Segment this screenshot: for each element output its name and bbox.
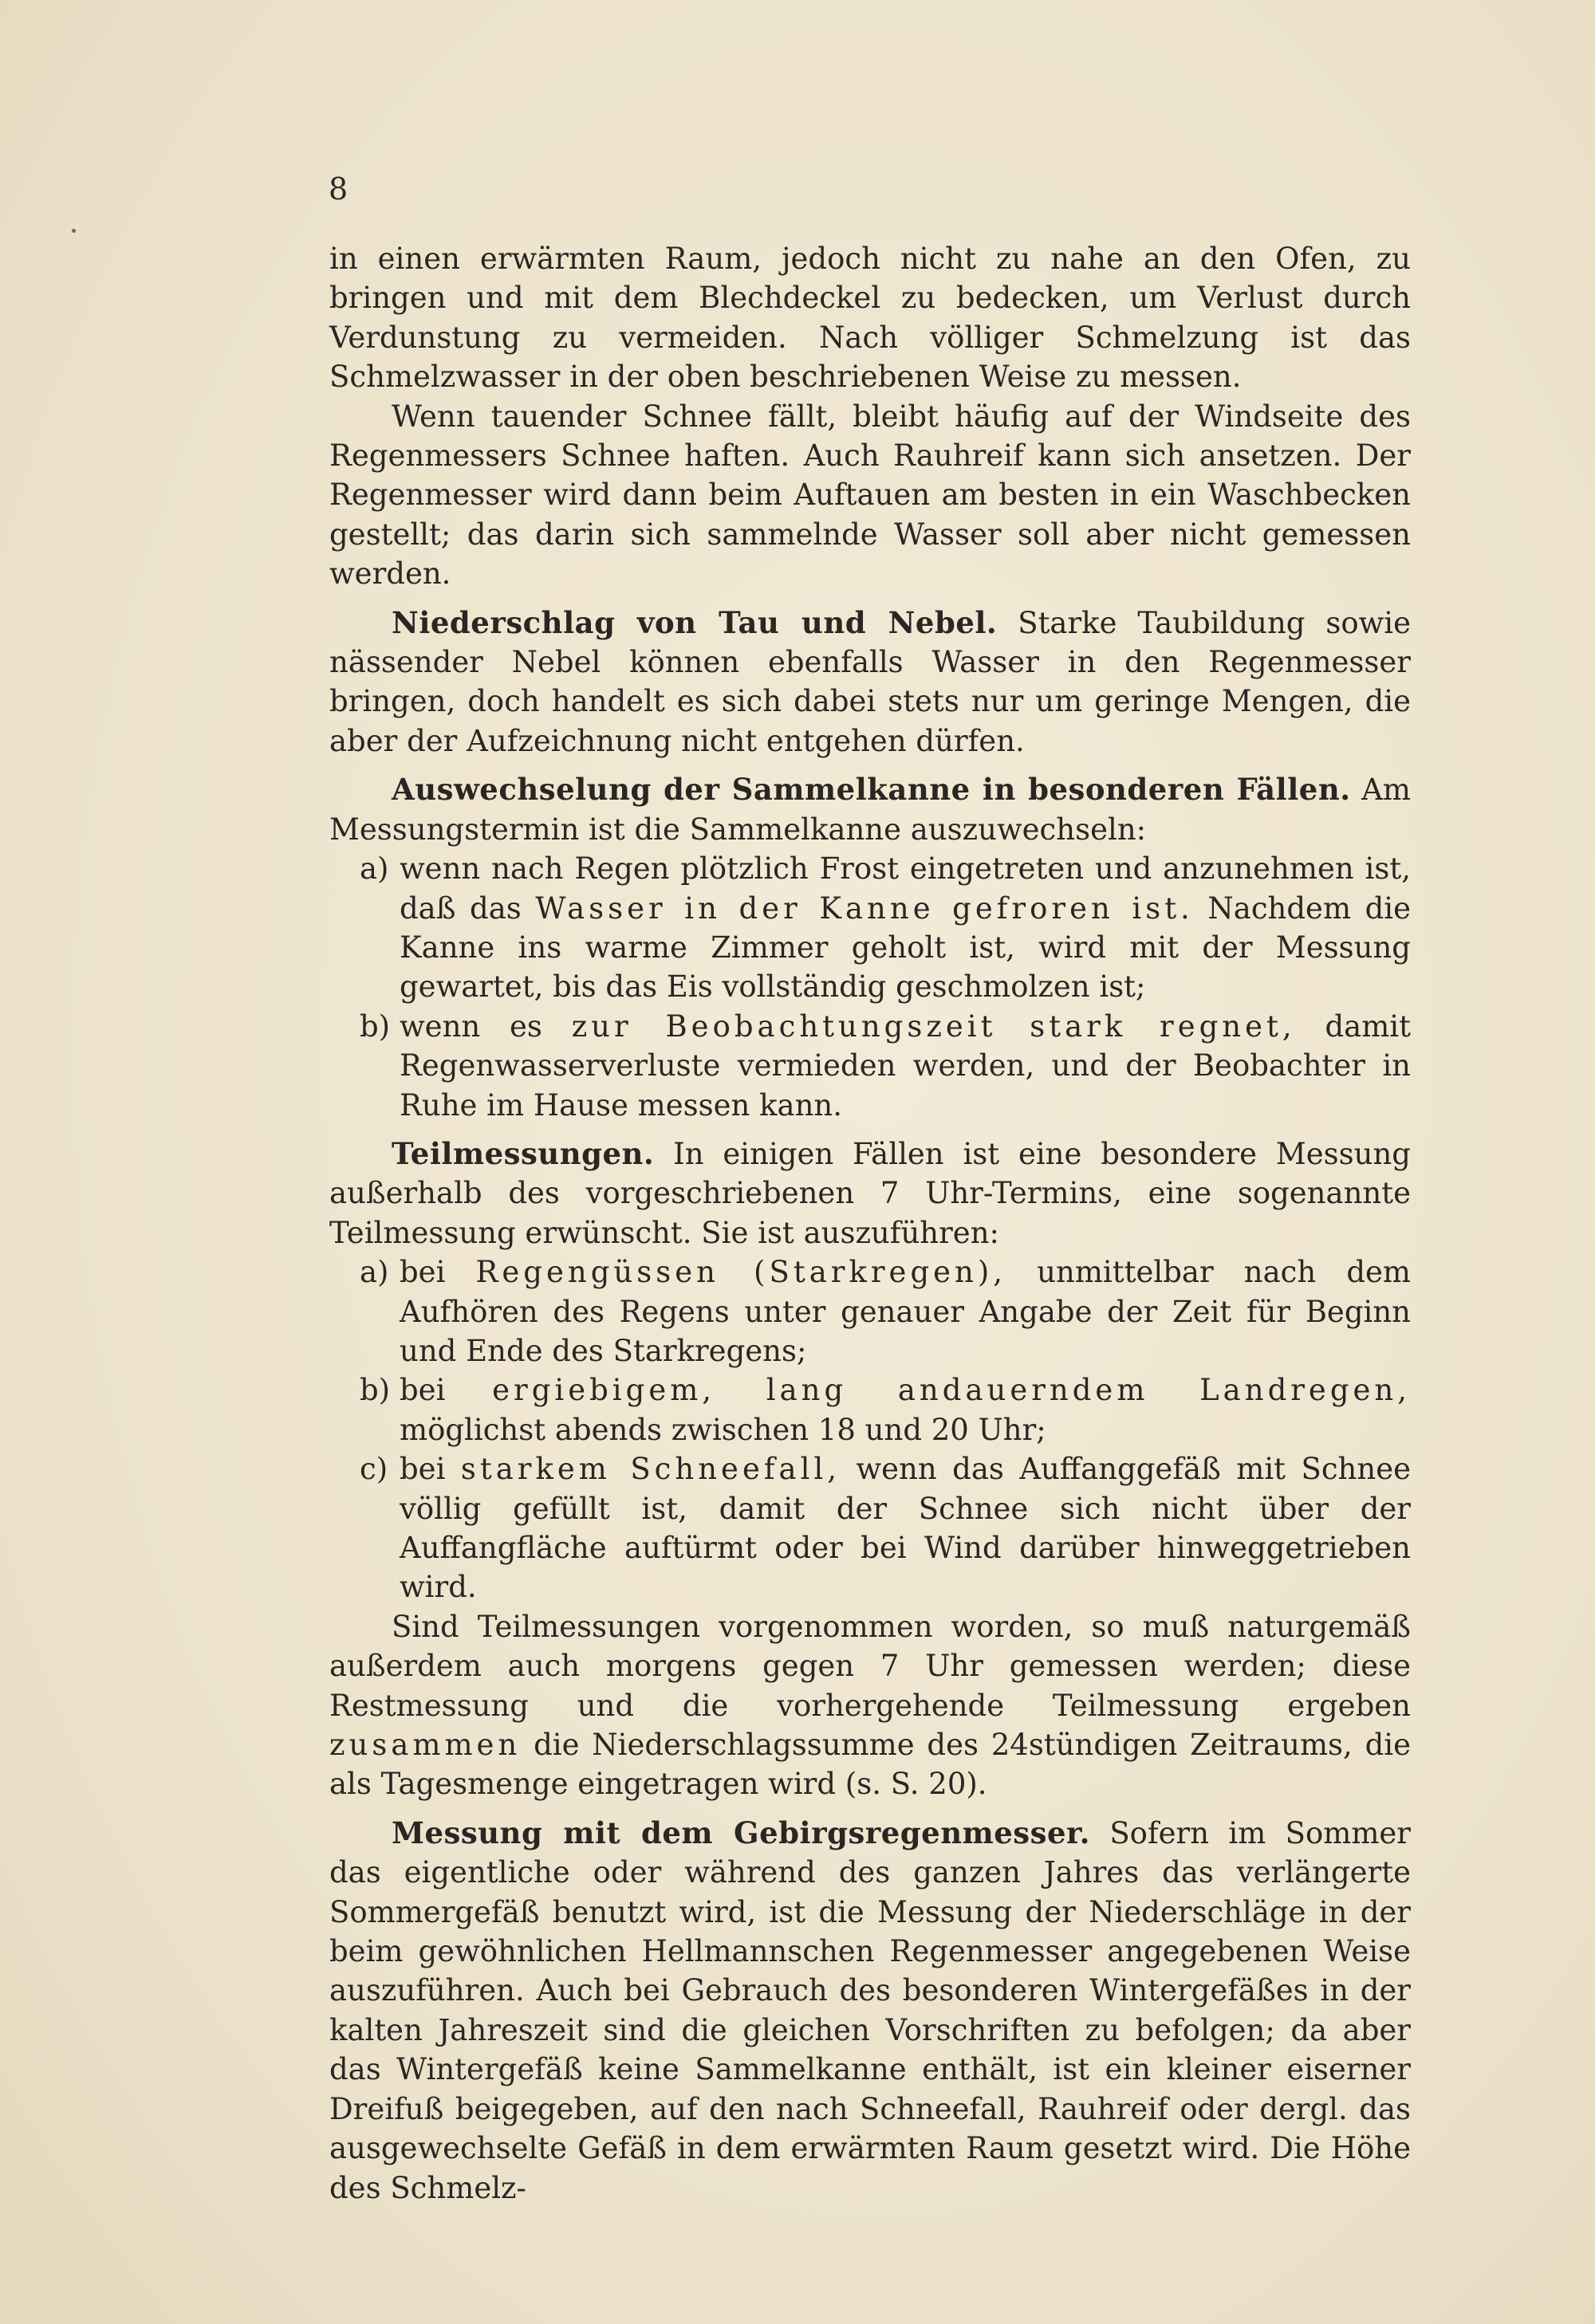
section-heading-auswechselung: Auswechselung der Sammelkanne in besonderen Fällen.	[392, 772, 1351, 808]
page-number: 8	[329, 171, 349, 206]
section-text-gebirgsregenmesser: Sofern im Sommer das eigentliche oder während des ganzen Jahres das verlängerte Sommergefäß benutzt wird, ist die Messung der Niederschläge in der beim gewöhnlichen Hellmannschen Regenmesser angegebenen Weise auszuführen. Auch bei Gebrauch des besonderen Wintergefäßes in der kalten Jahreszeit sind die gleichen Vorschriften zu befolgen; da aber das Wintergefäß keine Sammelkanne enthält, ist ein kleiner eiserner Dreifuß beigegeben, auf den nach Schneefall, Rauhreif oder dergl. das ausgewechselte Gefäß in dem erwärmten Raum gesetzt wird. Die Höhe des Schmelz-	[329, 1815, 1411, 2205]
section-auswechselung	[329, 770, 1411, 849]
paper-speck	[72, 229, 76, 233]
section-heading-teilmessungen: Teilmessungen.	[392, 1135, 655, 1171]
list-marker: a)	[360, 1255, 389, 1290]
paragraph-teilmessungen-followup: Sind Teilmessungen vorgenommen worden, so muß naturgemäß außerdem auch morgens gegen 7 Uhr gemessen werden; diese Restmessung und die vorhergehende Teilmessung ergeben zusammen die Niederschlagssumme des 24stündigen Zeitraums, die als Tagesmenge eingetragen wird (s. S. 20).	[329, 1609, 1411, 1802]
section-heading-gebirgsregenmesser: Messung mit dem Gebirgsregenmesser.	[392, 1815, 1090, 1850]
list-item	[329, 1007, 1411, 1125]
list-item	[329, 1370, 1411, 1449]
section-text-teilmessungen: In einigen Fällen ist eine besondere Messung außerhalb des vorgeschriebenen 7 Uhr-Termins, eine sogenannte Teilmessung erwünscht. Sie ist auszuführen:	[329, 1136, 1411, 1250]
list-marker: b)	[360, 1373, 391, 1408]
list-item	[329, 1449, 1411, 1607]
list-marker: a)	[360, 851, 389, 887]
section-heading-tau-und-nebel: Niederschlag von Tau und Nebel.	[392, 604, 998, 640]
teilmessungen-list	[329, 1252, 1411, 1607]
list-item	[329, 849, 1411, 1007]
section-tau-und-nebel	[329, 604, 1411, 761]
list-item-text: wenn es zur Beobachtungszeit stark regnet, damit Regenwasserverluste vermieden werden, und der Beobachter in Ruhe im Hause messen kann.	[400, 1009, 1411, 1123]
section-text-auswechselung: Am Messungstermin ist die Sammelkanne auszuwechseln:	[329, 773, 1412, 847]
body-text	[329, 239, 1411, 2208]
list-marker: b)	[360, 1009, 391, 1044]
list-item	[329, 1252, 1411, 1370]
list-item-text: bei ergiebigem, lang andauerndem Landregen, möglichst abends zwischen 18 und 20 Uhr;	[400, 1373, 1412, 1447]
auswechselung-list	[329, 849, 1411, 1125]
list-marker: c)	[360, 1452, 388, 1487]
section-text-tau-und-nebel: Starke Taubildung sowie nässender Nebel können ebenfalls Wasser in den Regenmesser bringen, doch handelt es sich dabei stets nur um geringe Mengen, die aber der Aufzeichnung nicht entgehen dürfen.	[329, 605, 1412, 758]
list-item-text: bei starkem Schneefall, wenn das Auffanggefäß mit Schnee völlig gefüllt ist, damit der Schnee sich nicht über der Auffangfläche auftürmt oder bei Wind darüber hinweggetrieben wird.	[400, 1452, 1411, 1605]
paragraph-continuation: in einen erwärmten Raum, jedoch nicht zu nahe an den Ofen, zu bringen und mit dem Blechdeckel zu bedecken, um Verlust durch Verdunstung zu vermeiden. Nach völliger Schmelzung ist das Schmelzwasser in der oben beschriebenen Weise zu messen.	[329, 242, 1411, 395]
section-teilmessungen	[329, 1134, 1411, 1252]
section-gebirgsregenmesser	[329, 1814, 1411, 2208]
list-item-text: bei Regengüssen (Starkregen), unmittelbar nach dem Aufhören des Regens unter genauer Angabe der Zeit für Beginn und Ende des Starkregens;	[400, 1255, 1411, 1368]
list-item-text: wenn nach Regen plötzlich Frost eingetreten und anzunehmen ist, daß das Wasser in der Kanne gefroren ist. Nachdem die Kanne ins warme Zimmer geholt ist, wird mit der Messung gewartet, bis das Eis vollständig geschmolzen ist;	[400, 851, 1412, 1005]
paragraph-tauender-schnee: Wenn tauender Schnee fällt, bleibt häufig auf der Windseite des Regenmessers Schnee haften. Auch Rauhreif kann sich ansetzen. Der Regenmesser wird dann beim Auftauen am besten in ein Waschbecken gestellt; das darin sich sammelnde Wasser soll aber nicht gemessen werden.	[329, 399, 1411, 592]
